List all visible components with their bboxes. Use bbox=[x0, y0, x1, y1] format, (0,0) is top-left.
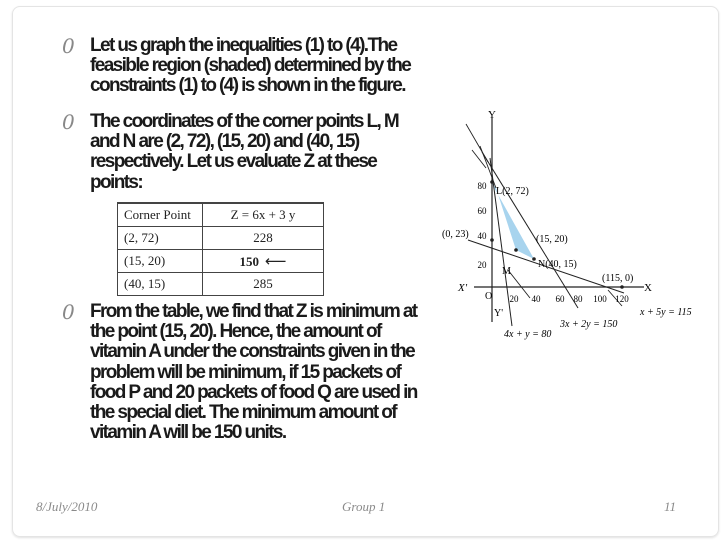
point-0-23-marker bbox=[490, 238, 494, 242]
point-0-23-label: (0, 23) bbox=[442, 229, 469, 240]
feasible-region-graph bbox=[438, 110, 700, 345]
table-header-cell: Z = 6x + 3 y bbox=[203, 203, 324, 227]
table-header-cell: Corner Point bbox=[118, 203, 203, 227]
bullet-marker: 0 bbox=[62, 110, 75, 134]
bullet-marker: 0 bbox=[62, 34, 75, 58]
z-value: 285 bbox=[253, 276, 273, 291]
table-cell-point: (15, 20) bbox=[118, 250, 203, 273]
y-tick-label: 40 bbox=[477, 231, 487, 241]
bullet-marker: 0 bbox=[62, 300, 75, 324]
point-L-label: L(2, 72) bbox=[496, 186, 529, 197]
line-boundary-b bbox=[472, 150, 486, 168]
line-label-4x-plus-y: 4x + y = 80 bbox=[504, 329, 552, 340]
table-header-row bbox=[118, 203, 324, 227]
origin-label: O bbox=[485, 291, 493, 302]
point-M-label: M bbox=[502, 266, 511, 277]
bullet-text: The coordinates of the corner points L, M and N are (2, 72), (15, 20) and (40, 15) respectively. Let us evaluate Z at these points: bbox=[90, 111, 399, 193]
point-N-label: N(40, 15) bbox=[538, 259, 577, 270]
footer-date: 8/July/2010 bbox=[36, 499, 98, 514]
x-axis-label: X bbox=[644, 282, 652, 294]
y-tick-label: 60 bbox=[477, 206, 487, 216]
line-label-x-plus-5y: x + 5y = 115 bbox=[640, 307, 692, 318]
point-M-marker bbox=[514, 248, 518, 252]
bullet-corner-points bbox=[62, 110, 425, 193]
x-tick-label: 20 bbox=[509, 294, 519, 304]
table-row bbox=[118, 227, 324, 250]
corner-point-table bbox=[117, 202, 324, 296]
point-N-marker bbox=[532, 257, 536, 261]
table-cell-z bbox=[203, 250, 324, 273]
y-axis-label: Y bbox=[488, 110, 496, 121]
point-115-0-marker bbox=[620, 285, 624, 289]
bullet-conclusion bbox=[62, 300, 425, 444]
point-115-0-label: (115, 0) bbox=[602, 273, 634, 284]
bullet-text: From the table, we find that Z is minimum at the point (15, 20). Hence, the amount of vitamin A under the constraints given in the problem will be minimum, if 15 packets of food P and 20 packets of food Q are used in the special diet. The minimum amount of vitamin A will be 150 units. bbox=[90, 301, 417, 444]
table-row bbox=[118, 250, 324, 273]
y-neg-axis-label: Y' bbox=[494, 308, 504, 319]
footer-group: Group 1 bbox=[342, 499, 386, 514]
point-15-20-label: (15, 20) bbox=[536, 234, 568, 245]
x-tick-label: 100 bbox=[593, 294, 607, 304]
bullet-graph-inequalities bbox=[62, 34, 425, 97]
line-label-3x-plus-2y: 3x + 2y = 150 bbox=[560, 319, 618, 330]
table-cell-point: (2, 72) bbox=[118, 227, 203, 250]
left-arrow-icon: ⟵ bbox=[264, 252, 287, 270]
bullet-text: Let us graph the inequalities (1) to (4).The feasible region (shaded) determined by the constraints (1) to (4) is shown in the figure. bbox=[90, 35, 411, 97]
table-cell-point: (40, 15) bbox=[118, 273, 203, 296]
z-value: 228 bbox=[253, 230, 273, 245]
table-cell-z bbox=[203, 227, 324, 250]
x-tick-label: 120 bbox=[615, 294, 629, 304]
point-L-marker bbox=[490, 180, 494, 184]
table-row bbox=[118, 273, 324, 296]
x-tick-label: 60 bbox=[555, 294, 565, 304]
z-value-minimum: 150 bbox=[239, 254, 259, 269]
x-neg-axis-label: X' bbox=[458, 282, 468, 294]
line-3x-plus-2y-150 bbox=[482, 152, 578, 308]
table-cell-z bbox=[203, 273, 324, 296]
x-tick-label: 40 bbox=[531, 294, 541, 304]
y-tick-label: 20 bbox=[477, 260, 487, 270]
x-tick-label: 80 bbox=[573, 294, 583, 304]
y-tick-label: 80 bbox=[477, 181, 487, 191]
footer-page-number: 11 bbox=[664, 499, 677, 514]
